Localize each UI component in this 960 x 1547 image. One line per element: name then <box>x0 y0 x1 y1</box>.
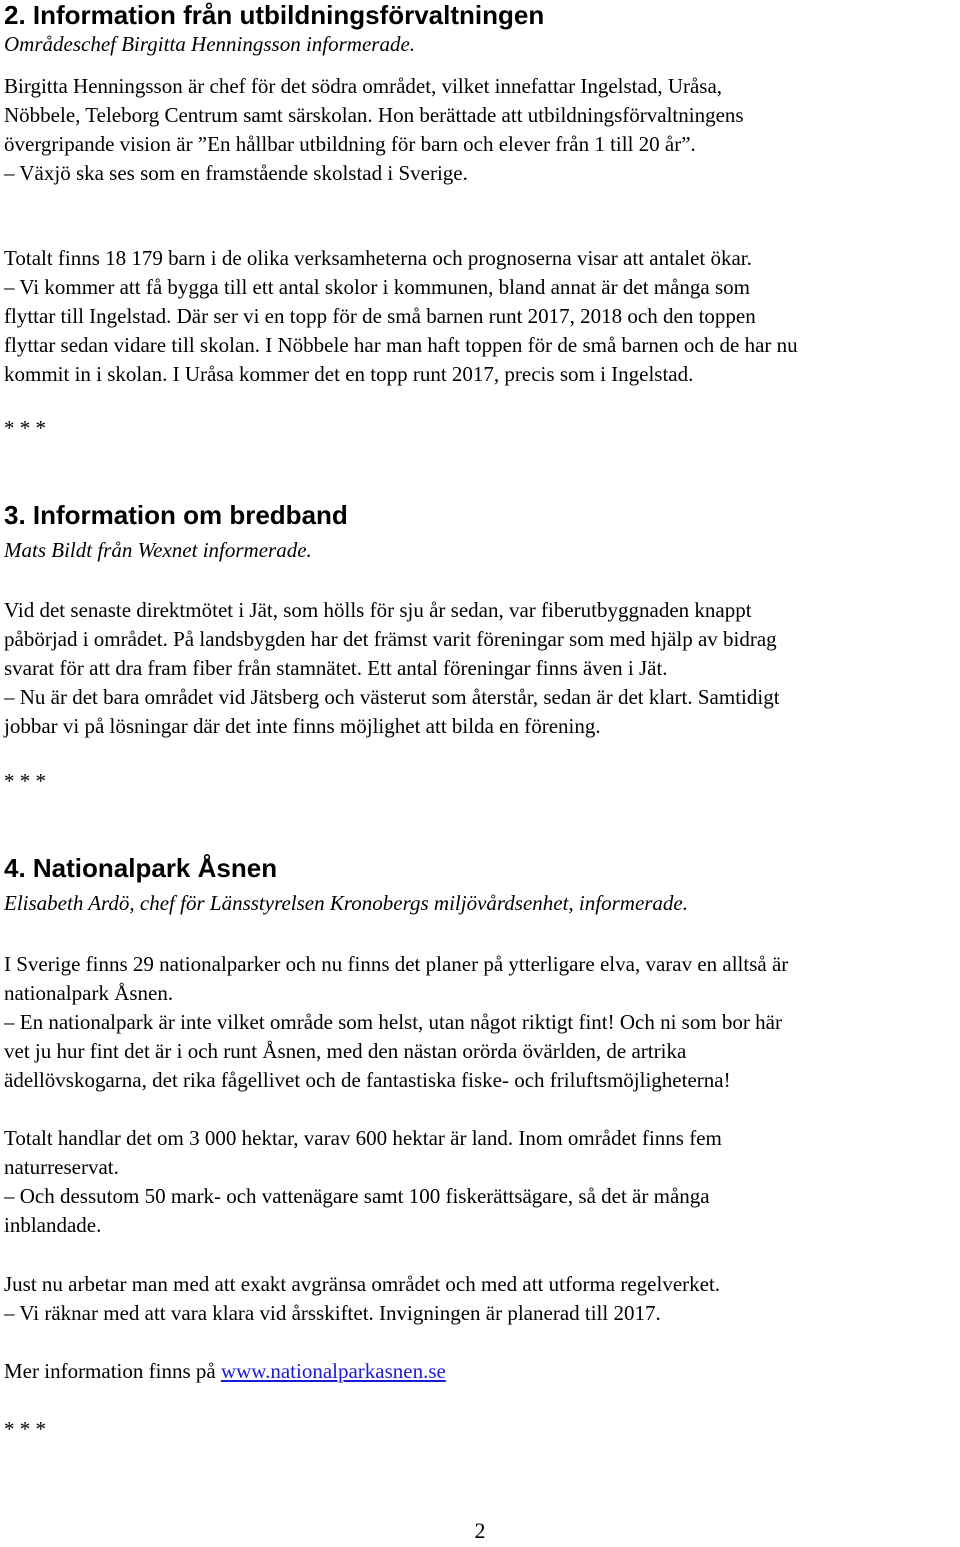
paragraph <box>4 72 958 188</box>
paragraph <box>4 596 958 741</box>
section-byline: Elisabeth Ardö, chef för Länsstyrelsen Kronobergs miljövårdsenhet, informerade. <box>4 891 689 915</box>
text-line: vet ju hur fint det är i och runt Åsnen, med den nästan orörda övärlden, de artrika <box>4 1039 687 1063</box>
section-utbildning <box>4 0 958 59</box>
text-line: naturreservat. <box>4 1155 119 1179</box>
text-line: – Växjö ska ses som en framstående skolstad i Sverige. <box>4 161 468 185</box>
text-line: – En nationalpark är inte vilket område som helst, utan något riktigt fint! Och ni som bor här <box>4 1010 782 1034</box>
text-line: Totalt finns 18 179 barn i de olika verksamheterna och prognoserna visar att antalet ökar. <box>4 246 752 270</box>
section-separator: * * * <box>4 769 46 793</box>
section-heading: 3. Information om bredband <box>4 500 348 530</box>
section-separator: * * * <box>4 416 46 440</box>
page-number: 2 <box>474 1518 486 1543</box>
text-line: jobbar vi på lösningar där det inte finns möjlighet att bilda en förening. <box>4 714 601 738</box>
text-line: svarat för att dra fram fiber från stamnätet. Ett antal föreningar finns även i Jät. <box>4 656 668 680</box>
more-info-text: Mer information finns på <box>4 1359 221 1383</box>
text-line: I Sverige finns 29 nationalparker och nu finns det planer på ytterligare elva, varav en alltså är <box>4 952 789 976</box>
text-line: – Nu är det bara området vid Jätsberg och västerut som återstår, sedan är det klart. Samtidigt <box>4 685 780 709</box>
paragraph <box>4 244 958 389</box>
text-line: Vid det senaste direktmötet i Jät, som hölls för sju år sedan, var fiberutbyggnaden knappt <box>4 598 752 622</box>
text-line: flyttar sedan vidare till skolan. I Nöbbele har man haft toppen för de små barnen och de har nu <box>4 333 798 357</box>
section-separator: * * * <box>4 1417 46 1441</box>
section-heading: 2. Information från utbildningsförvaltningen <box>4 0 545 30</box>
paragraph <box>4 950 958 1095</box>
text-line: Nöbbele, Teleborg Centrum samt särskolan. Hon berättade att utbildningsförvaltningens <box>4 103 744 127</box>
text-line: kommit in i skolan. I Uråsa kommer det en topp runt 2017, precis som i Ingelstad. <box>4 362 694 386</box>
section-heading: 4. Nationalpark Åsnen <box>4 853 278 883</box>
text-line: – Och dessutom 50 mark- och vattenägare samt 100 fiskerättsägare, så det är många <box>4 1184 710 1208</box>
text-line: – Vi räknar med att vara klara vid årsskiftet. Invigningen är planerad till 2017. <box>4 1301 661 1325</box>
text-line: Birgitta Henningsson är chef för det södra området, vilket innefattar Ingelstad, Uråsa, <box>4 74 723 98</box>
text-line: påbörjad i området. På landsbygden har det främst varit föreningar som med hjälp av bidrag <box>4 627 777 651</box>
section-bredband <box>4 500 958 565</box>
nationalpark-link[interactable]: www.nationalparkasnen.se <box>220 1359 446 1383</box>
section-nationalpark <box>4 853 958 918</box>
text-line: flyttar till Ingelstad. Där ser vi en topp för de små barnen runt 2017, 2018 och den toppen <box>4 304 756 328</box>
section-byline: Mats Bildt från Wexnet informerade. <box>4 538 312 562</box>
paragraph <box>4 1270 958 1328</box>
paragraph <box>4 1124 958 1240</box>
text-line: – Vi kommer att få bygga till ett antal skolor i kommunen, bland annat är det många som <box>4 275 751 299</box>
section-byline: Områdeschef Birgitta Henningsson informerade. <box>4 32 416 56</box>
text-line: Just nu arbetar man med att exakt avgränsa området och med att utforma regelverket. <box>4 1272 721 1296</box>
text-line: nationalpark Åsnen. <box>4 981 174 1005</box>
text-line: ädellövskogarna, det rika fågellivet och de fantastiska fiske- och friluftsmöjligheterna! <box>4 1068 731 1092</box>
text-line: Totalt handlar det om 3 000 hektar, varav 600 hektar är land. Inom området finns fem <box>4 1126 722 1150</box>
more-info-line <box>4 1357 958 1386</box>
text-line: inblandade. <box>4 1213 102 1237</box>
text-line: övergripande vision är ”En hållbar utbildning för barn och elever från 1 till 20 år”. <box>4 132 696 156</box>
